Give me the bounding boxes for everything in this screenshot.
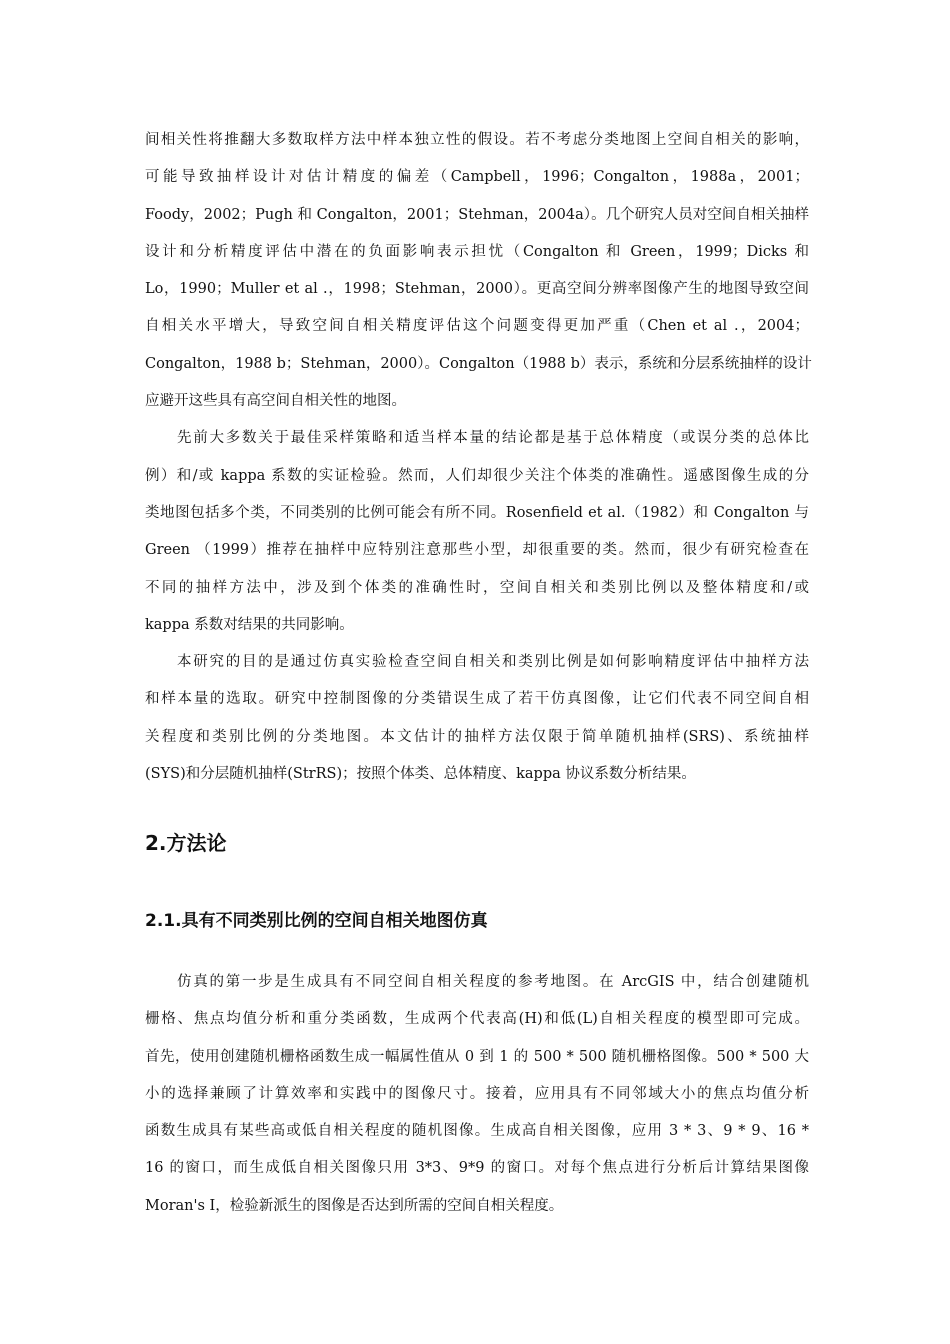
paragraph-spatial-autocorrelation — [145, 122, 812, 420]
text-line: Green （1999）推荐在抽样中应特别注意那些小型，却很重要的类。然而，很少有研究检查在 — [145, 542, 809, 559]
text-line: 间相关性将推翻大多数取样方法中样本独立性的假设。若不考虑分类地图上空间自相关的影响， — [145, 132, 809, 148]
paragraph-simulation-method — [145, 964, 809, 1225]
text-line: 例）和/或 kappa 系数的实证检验。然而，人们却很少关注个体类的准确性。遥感图像生成的分 — [145, 467, 809, 484]
text-line: Lo，1990；Muller et al .，1998；Stehman，2000）。更高空间分辨率图像产生的地图导致空间 — [145, 281, 809, 298]
text-line: 可能导致抽样设计对估计精度的偏差（Campbell，1996；Congalton，1988a，2001； — [145, 169, 809, 186]
text-line: 和样本量的选取。研究中控制图像的分类错误生成了若干仿真图像，让它们代表不同空间自相 — [145, 691, 809, 708]
text-line: 16 的窗口，而生成低自相关图像只用 3*3、9*9 的窗口。对每个焦点进行分析后计算结果图像 — [145, 1160, 809, 1177]
text-line: 小的选择兼顾了计算效率和实践中的图像尺寸。接着，应用具有不同邻域大小的焦点均值分析 — [145, 1085, 809, 1102]
text-line: 函数生成具有某些高或低自相关程度的随机图像。生成高自相关图像，应用 3 * 3、9 * 9、16 * — [145, 1123, 809, 1140]
text-line: 应避开这些具有高空间自相关性的地图。 — [145, 393, 406, 410]
text-line: 仿真的第一步是生成具有不同空间自相关程度的参考地图。在 ArcGIS 中，结合创建随机 — [177, 974, 809, 990]
paragraph-study-aim — [145, 644, 809, 793]
text-line: 不同的抽样方法中，涉及到个体类的准确性时，空间自相关和类别比例以及整体精度和/或 — [145, 579, 809, 596]
text-line: Congalton，1988 b；Stehman，2000）。Congalton（1988 b）表示，系统和分层系统抽样的设计 — [145, 355, 812, 372]
text-line: 先前大多数关于最佳采样策略和适当样本量的结论都是基于总体精度（或误分类的总体比 — [177, 430, 809, 447]
section-heading-methodology: 2.方法论 — [145, 831, 227, 855]
text-line: 自相关水平增大，导致空间自相关精度评估这个问题变得更加严重（Chen et al .，2004； — [145, 318, 809, 335]
text-line: 首先，使用创建随机栅格函数生成一幅属性值从 0 到 1 的 500 * 500 随机栅格图像。500 * 500 大 — [145, 1048, 809, 1065]
text-line: 栅格、焦点均值分析和重分类函数，生成两个代表高(H)和低(L)自相关程度的模型即可完成。 — [145, 1011, 809, 1028]
text-line: 关程度和类别比例的分类地图。本文估计的抽样方法仅限于简单随机抽样(SRS)、系统抽样 — [145, 728, 809, 745]
text-block-introduction — [145, 122, 812, 793]
text-line: 类地图包括多个类，不同类别的比例可能会有所不同。Rosenfield et al.（1982）和 Congalton 与 — [145, 504, 809, 521]
paragraph-previous-studies — [145, 420, 809, 644]
text-line: 设计和分析精度评估中潜在的负面影响表示担忧（Congalton 和 Green，1999；Dicks 和 — [145, 243, 809, 260]
text-line: (SYS)和分层随机抽样(StrRS)；按照个体类、总体精度、kappa 协议系数分析结果。 — [145, 766, 696, 783]
text-line: 本研究的目的是通过仿真实验检查空间自相关和类别比例是如何影响精度评估中抽样方法 — [177, 654, 809, 671]
text-line: Moran's I，检验新派生的图像是否达到所需的空间自相关程度。 — [145, 1197, 564, 1214]
subsection-heading-simulation: 2.1.具有不同类别比例的空间自相关地图仿真 — [145, 911, 488, 931]
text-block-simulation — [145, 964, 809, 1225]
text-line: Foody，2002；Pugh 和 Congalton，2001；Stehman，2004a）。几个研究人员对空间自相关抽样 — [145, 206, 809, 223]
text-line: kappa 系数对结果的共同影响。 — [145, 616, 354, 633]
